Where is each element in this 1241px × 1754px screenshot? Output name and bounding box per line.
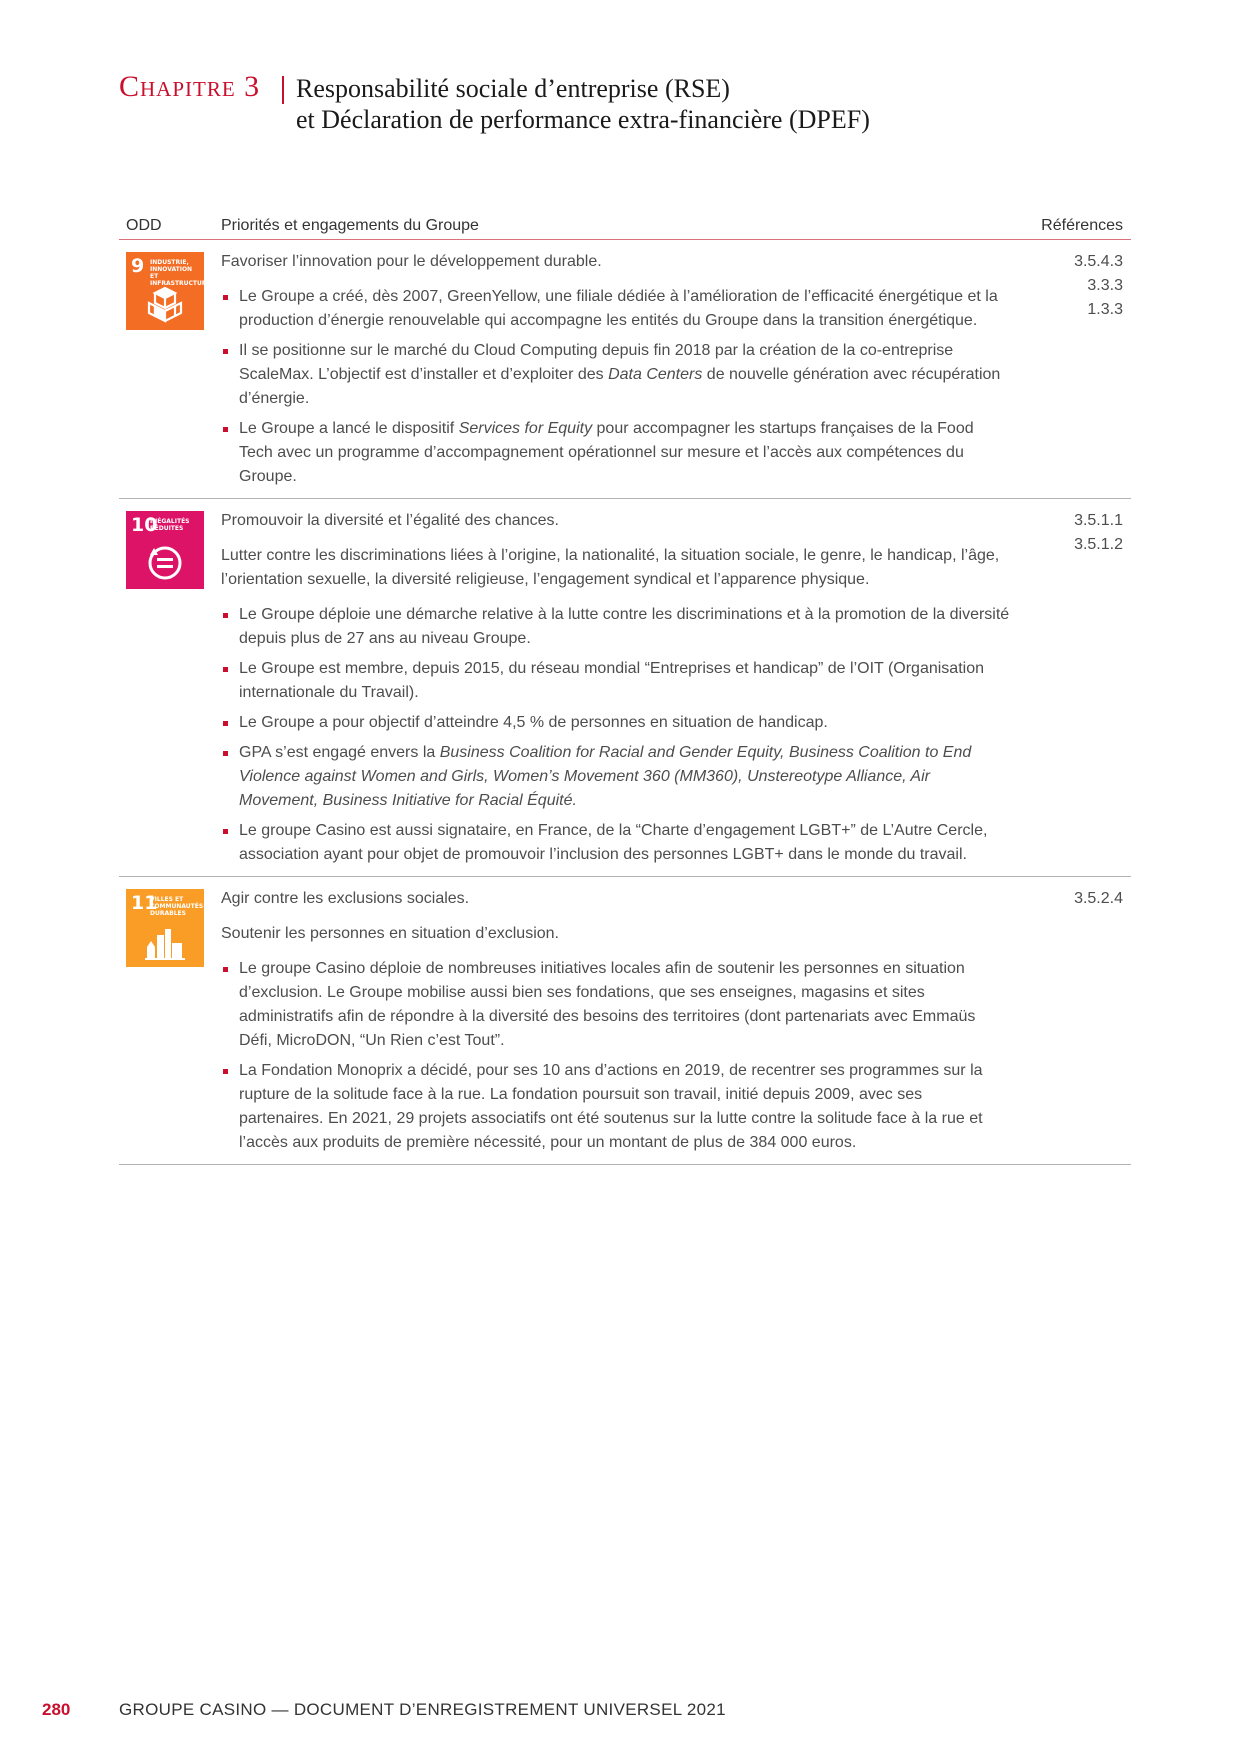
row-content bbox=[221, 877, 1011, 1164]
text-segment: GPA s’est engagé envers la bbox=[239, 744, 440, 761]
sdg-number: 9 bbox=[131, 255, 145, 277]
sdg-number: 11 bbox=[131, 892, 158, 914]
chapter-separator bbox=[282, 76, 284, 104]
sdg-number: 10 bbox=[131, 514, 158, 536]
odd-table bbox=[119, 213, 1131, 1165]
reference-number: 3.5.1.2 bbox=[1074, 536, 1123, 553]
italic-text: Data Centers bbox=[608, 366, 703, 383]
row-intro: Soutenir les personnes en situation d’exclusion. bbox=[221, 925, 559, 942]
text-segment: Le groupe Casino déploie de nombreuses initiatives locales afin de soutenir les personnes en situation d’exclusion. Le Groupe mobilise aussi bien ses fondations, que ses enseignes, magasins et sites administratifs afin de répondre à la diversité des besoins des territoires (dont partenariats avec Emmaüs Défi, MicroDON, “Un Rien c’est Tout”. bbox=[239, 960, 976, 1049]
text-segment: Le Groupe déploie une démarche relative à la lutte contre les discriminations et à la promotion de la diversité depuis plus de 27 ans au niveau Groupe. bbox=[239, 606, 1010, 647]
row-heading: Favoriser l’innovation pour le développement durable. bbox=[221, 253, 602, 270]
chapter-label: Chapitre 3 bbox=[119, 70, 261, 103]
list-item bbox=[221, 285, 1011, 333]
text-segment: Le Groupe a pour objectif d’atteindre 4,5 % de personnes en situation de handicap. bbox=[239, 714, 828, 731]
sdg-label: INDUSTRIE, INNOVATION ET INFRASTRUCTURE bbox=[150, 259, 211, 287]
bullet-list bbox=[221, 285, 1011, 489]
reference-number: 3.5.2.4 bbox=[1074, 890, 1123, 907]
text-segment: Le Groupe a créé, dès 2007, GreenYellow, une filiale dédiée à l’amélioration de l’efficacité énergétique et la production d’énergie renouvelable qui accompagne les entités du Groupe dans la transition énergétique. bbox=[239, 288, 998, 329]
footer-text: GROUPE CASINO — DOCUMENT D’ENREGISTREMENT UNIVERSEL 2021 bbox=[119, 1700, 726, 1719]
table-body bbox=[119, 240, 1131, 1165]
reference-number: 3.3.3 bbox=[1087, 277, 1123, 294]
column-header-priorities: Priorités et engagements du Groupe bbox=[221, 217, 479, 234]
text-segment: Le groupe Casino est aussi signataire, en France, de la “Charte d’engagement LGBT+” de L’Autre Cercle, association ayant pour objet de promouvoir l’inclusion des personnes LGBT+ dans le monde du travail. bbox=[239, 822, 988, 863]
list-item bbox=[221, 819, 1011, 867]
text-segment: Le Groupe a lancé le dispositif bbox=[239, 420, 459, 437]
list-item bbox=[221, 741, 1011, 813]
table-row bbox=[119, 240, 1131, 499]
sdg-label: VILLES ET COMMUNAUTÉS DURABLES bbox=[150, 896, 204, 917]
sdg-11-icon bbox=[126, 889, 204, 967]
text-segment: Le Groupe est membre, depuis 2015, du réseau mondial “Entreprises et handicap” de l’OIT (Organisation internationale du Travail). bbox=[239, 660, 984, 701]
reference-number: 3.5.1.1 bbox=[1074, 512, 1123, 529]
title-line-1: Responsabilité sociale d’entreprise (RSE) bbox=[296, 74, 730, 103]
row-content bbox=[221, 499, 1011, 876]
sdg-9-icon bbox=[126, 252, 211, 330]
text-segment: La Fondation Monoprix a décidé, pour ses 10 ans d’actions en 2019, de recentrer ses programmes sur la rupture de la solitude face à la rue. La fondation poursuit son travail, initié depuis 2009, avec ses partenaires. En 2021, 29 projets associatifs ont été soutenus sur la lutte contre la solitude face à la rue et l’accès aux produits de première nécessité, pour un montant de plus de 384 000 euros. bbox=[239, 1062, 983, 1151]
references bbox=[1074, 250, 1123, 322]
list-item bbox=[221, 657, 1011, 705]
text-segment: pour accompagner les startups françaises de la Food Tech avec un programme d’accompagnement opérationnel sur mesure et l’accès aux compétences du Groupe. bbox=[239, 420, 974, 485]
references bbox=[1074, 887, 1123, 911]
list-item bbox=[221, 957, 1011, 1053]
bullet-list bbox=[221, 603, 1011, 867]
row-content bbox=[221, 240, 1011, 498]
sdg-10-icon bbox=[126, 511, 204, 589]
references bbox=[1074, 509, 1123, 557]
list-item bbox=[221, 603, 1011, 651]
column-header-references: Références bbox=[1041, 217, 1123, 234]
reference-number: 3.5.4.3 bbox=[1074, 253, 1123, 270]
table-row bbox=[119, 499, 1131, 877]
bullet-list bbox=[221, 957, 1011, 1155]
sdg-label: INÉGALITÉS RÉDUITES bbox=[150, 518, 190, 532]
list-item bbox=[221, 1059, 1011, 1155]
text-segment: de nouvelle génération avec récupération d’énergie. bbox=[239, 366, 1001, 407]
list-item bbox=[221, 417, 1011, 489]
table-header bbox=[119, 213, 1131, 240]
italic-text: Business Coalition for Racial and Gender Equity, Business Coalition to End Violence against Women and Girls, Women’s Movement 360 (MM360), Unstereotype Alliance, Air Movement, Business Initiative for Racial Équité. bbox=[239, 744, 972, 809]
text-segment: Il se positionne sur le marché du Cloud Computing depuis fin 2018 par la création de la co-entreprise ScaleMax. L’objectif est d’installer et d’exploiter des bbox=[239, 342, 954, 383]
row-intro: Lutter contre les discriminations liées à l’origine, la nationalité, la situation sociale, le genre, le handicap, l’âge, l’orientation sexuelle, la diversité religieuse, l’engagement syndical et l’apparence physique. bbox=[221, 547, 1000, 588]
list-item bbox=[221, 339, 1011, 411]
row-heading: Agir contre les exclusions sociales. bbox=[221, 890, 470, 907]
column-header-odd: ODD bbox=[126, 217, 162, 234]
italic-text: Services for Equity bbox=[458, 420, 593, 437]
row-heading: Promouvoir la diversité et l’égalité des chances. bbox=[221, 512, 559, 529]
reference-number: 1.3.3 bbox=[1087, 301, 1123, 318]
page-title bbox=[296, 73, 870, 135]
page-number: 280 bbox=[42, 1700, 71, 1719]
list-item bbox=[221, 711, 1011, 735]
title-line-2: et Déclaration de performance extra-financière (DPEF) bbox=[296, 105, 870, 134]
table-row bbox=[119, 877, 1131, 1165]
